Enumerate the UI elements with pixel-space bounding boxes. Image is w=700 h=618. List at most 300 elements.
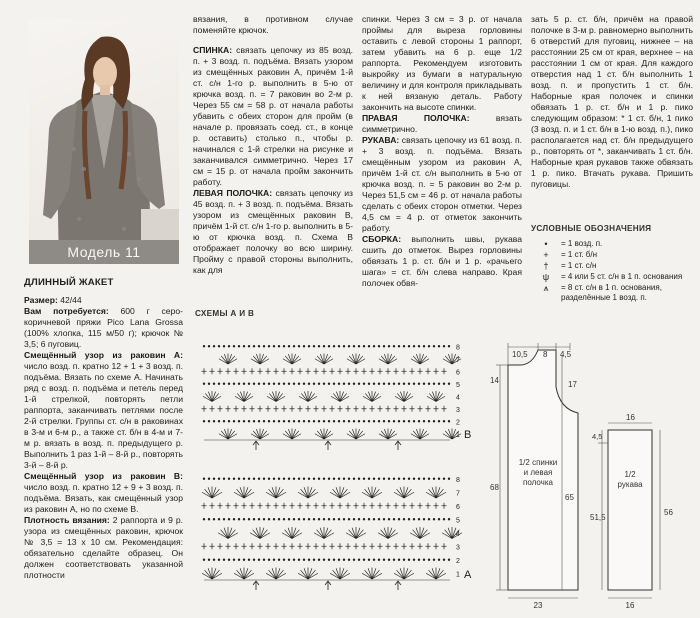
chain-stitch-mark	[308, 383, 310, 385]
chain-stitch-mark	[373, 345, 375, 347]
chain-stitch-mark	[218, 518, 220, 520]
left-front-paragraph	[193, 188, 353, 276]
shell-stitch-mark	[203, 391, 221, 402]
model-figure-illustration	[29, 19, 179, 264]
row-number: 7	[456, 490, 460, 498]
chain-stitch-mark	[363, 345, 365, 347]
chain-stitch-mark	[433, 345, 435, 347]
sleeve-mark-measure: 4,5	[592, 432, 603, 441]
shell-stitch-mark	[234, 568, 254, 580]
shell-stitch-mark	[411, 354, 429, 365]
chain-stitch-mark	[278, 383, 280, 385]
chain-stitch-mark	[233, 345, 235, 347]
shell-stitch-mark	[314, 527, 334, 539]
chain-stitch-mark	[393, 518, 395, 520]
chain-stitch-mark	[238, 420, 240, 422]
chain-stitch-mark	[353, 478, 355, 480]
column-1	[24, 277, 183, 581]
model-label: Модель 11	[29, 240, 179, 264]
chain-stitch-mark	[263, 420, 265, 422]
right-front-label: ПРАВАЯ ПОЛОЧКА:	[362, 113, 470, 123]
chain-stitch-mark	[398, 559, 400, 561]
chain-stitch-mark	[368, 478, 370, 480]
single-crochet-icon: +	[543, 250, 549, 260]
chain-stitch-mark	[278, 518, 280, 520]
shell-stitch-mark	[250, 527, 270, 539]
chain-stitch-mark	[218, 383, 220, 385]
pattern-pieces-drawing	[490, 335, 700, 615]
sleeve-label-1: 1/2	[624, 470, 636, 479]
legend	[531, 239, 696, 304]
pattern-a-paragraph	[24, 350, 183, 471]
chain-stitch-mark	[343, 559, 345, 561]
chain-stitch-mark	[398, 345, 400, 347]
chain-stitch-mark	[253, 420, 255, 422]
row-number: 1	[456, 571, 460, 579]
chain-stitch-mark	[378, 478, 380, 480]
scheme-b-chart	[198, 330, 488, 452]
chain-stitch-mark	[248, 559, 250, 561]
chain-stitch-mark	[388, 559, 390, 561]
chain-stitch-mark	[253, 478, 255, 480]
chain-stitch-mark	[303, 383, 305, 385]
chain-stitch-mark	[298, 559, 300, 561]
chain-stitch-mark	[323, 559, 325, 561]
shell-stitch-mark	[395, 391, 413, 402]
chain-stitch-mark	[248, 478, 250, 480]
chain-stitch-mark	[203, 420, 205, 422]
chain-stitch-mark	[428, 559, 430, 561]
chain-stitch-mark	[343, 478, 345, 480]
repeat-arrow	[253, 441, 259, 450]
chain-stitch-mark	[348, 518, 350, 520]
chain-stitch-mark	[303, 478, 305, 480]
chain-stitch-mark	[228, 383, 230, 385]
chain-stitch-mark	[448, 518, 450, 520]
chain-stitch-mark	[393, 345, 395, 347]
materials-label: Вам потребуется:	[24, 306, 109, 316]
chain-stitch-mark	[338, 420, 340, 422]
chain-stitch-mark	[348, 383, 350, 385]
chain-stitch-mark	[343, 345, 345, 347]
chain-stitch-mark	[273, 345, 275, 347]
materials-text: 600 г серо-коричневой пряжи Pico Lana Grossa (100% хлопка, 115 м/50 г); крючок № 3,5; 6 пуговиц.	[24, 306, 183, 349]
chain-stitch-mark	[228, 420, 230, 422]
chain-stitch-mark	[408, 420, 410, 422]
back-text: связать цепочку из 85 возд. п. + 3 возд. п. подъёма. Вязать узором из смещённых раковин А, причём 1-й ст. с/н 1-го р. выполнить в 5-ю от крючка возд. п. = 7 раковин во 2-м р. Через 55 см = 58 р. от начала работы убавить с обеих сторон для пройм (в начале р. провязать соед. ст., в конце р. оставить) столько п., чтобы р. начинался с 1-й стрелки на рисунке и заканчивался симметрично. Через 17 см = 15 р. от начала пройм закончить работу.	[193, 45, 353, 187]
chain-stitch-mark	[348, 345, 350, 347]
shell-stitch-mark	[283, 354, 301, 365]
chain-stitch-mark	[363, 559, 365, 561]
chain-stitch-mark	[308, 559, 310, 561]
chain-stitch-mark	[313, 518, 315, 520]
chain-stitch-mark	[353, 518, 355, 520]
chain-stitch-mark	[388, 383, 390, 385]
chain-stitch-mark	[423, 345, 425, 347]
chain-stitch-mark	[213, 420, 215, 422]
chain-stitch-mark	[383, 559, 385, 561]
scheme-label: А	[464, 569, 472, 581]
chain-stitch-mark	[438, 383, 440, 385]
chain-stitch-mark	[343, 383, 345, 385]
chain-stitch-mark	[223, 559, 225, 561]
row-number: 3	[456, 406, 460, 414]
chain-stitch-mark	[313, 345, 315, 347]
chain-stitch-mark	[213, 383, 215, 385]
scheme-a	[198, 462, 488, 592]
chain-stitch-mark	[408, 345, 410, 347]
chain-stitch-mark	[378, 345, 380, 347]
left-front-text: связать цепочку из 45 возд. п. + 3 возд. п. подъёма. Вязать узором из смещённых раковин В, причём 1-й ст. с/н 1-го р. выполнить в 5-ю от крючка возд. п. Схема В отображает полочку во всю ширину. Пройму с правой стороны выполнить, как для	[193, 188, 353, 275]
chain-stitch-mark	[448, 559, 450, 561]
chain-stitch-mark	[308, 478, 310, 480]
chain-stitch-mark	[268, 383, 270, 385]
scheme-row	[203, 478, 450, 480]
chain-stitch-mark	[233, 518, 235, 520]
chain-stitch-mark	[293, 420, 295, 422]
scheme-row	[219, 354, 461, 365]
chain-stitch-mark	[213, 478, 215, 480]
chain-stitch-mark	[293, 383, 295, 385]
chain-stitch-mark	[228, 518, 230, 520]
chain-stitch-mark	[383, 518, 385, 520]
chain-stitch-mark	[283, 518, 285, 520]
shell-stitch-mark	[394, 487, 414, 499]
chain-stitch-mark	[313, 559, 315, 561]
chain-stitch-mark	[248, 345, 250, 347]
measure-top-1: 10,5	[512, 350, 528, 359]
chain-stitch-mark	[243, 345, 245, 347]
chain-stitch-mark	[433, 478, 435, 480]
chain-stitch-mark	[273, 478, 275, 480]
shell-stitch-mark	[299, 391, 317, 402]
chain-stitch-mark	[208, 383, 210, 385]
chain-stitch-mark	[428, 420, 430, 422]
sleeve-label-2: рукава	[617, 480, 643, 489]
chain-stitch-mark	[403, 478, 405, 480]
chain-stitch-mark	[218, 345, 220, 347]
chain-stitch-mark	[313, 478, 315, 480]
repeat-arrow	[325, 441, 331, 450]
shell-stitch-mark	[346, 527, 366, 539]
chain-stitch-mark	[443, 559, 445, 561]
chain-stitch-mark	[268, 559, 270, 561]
scheme-row	[202, 543, 447, 549]
sleeve-outline	[608, 430, 652, 590]
chain-stitch-mark	[363, 383, 365, 385]
chain-stitch-mark	[208, 420, 210, 422]
measure-shoulder: 14	[490, 376, 499, 385]
model-photo	[29, 19, 179, 264]
chain-stitch-mark	[328, 383, 330, 385]
chain-stitch-mark	[423, 518, 425, 520]
sleeve-top-measure: 16	[626, 413, 635, 422]
shell-stitch-mark	[330, 568, 350, 580]
chain-stitch-mark	[368, 518, 370, 520]
chain-stitch-mark	[383, 478, 385, 480]
chain-stitch-mark	[223, 383, 225, 385]
chain-stitch-mark	[233, 420, 235, 422]
chain-stitch-mark	[243, 518, 245, 520]
chain-stitch-mark	[398, 518, 400, 520]
chain-stitch-mark	[258, 345, 260, 347]
chain-stitch-mark	[428, 518, 430, 520]
chain-stitch-mark	[343, 420, 345, 422]
chain-stitch-mark	[358, 478, 360, 480]
chain-stitch-mark	[203, 478, 205, 480]
chain-stitch-mark	[218, 420, 220, 422]
pattern-a-label: Смещённый узор из раковин А:	[24, 350, 183, 360]
scheme-row	[202, 568, 446, 580]
chain-stitch-mark	[438, 518, 440, 520]
chain-stitch-mark	[443, 420, 445, 422]
chain-stitch-mark	[353, 383, 355, 385]
shell-stitch-mark	[298, 568, 318, 580]
chain-stitch-mark	[388, 478, 390, 480]
col2-intro: вязания, в противном случае поменяйте крючок.	[193, 14, 353, 35]
chain-stitch-mark	[248, 420, 250, 422]
chain-stitch-mark	[208, 478, 210, 480]
scheme-row	[202, 487, 446, 499]
repeat-arrow	[395, 441, 401, 450]
chain-stitch-mark	[418, 383, 420, 385]
chain-stitch-mark	[263, 559, 265, 561]
chain-stitch-mark	[363, 420, 365, 422]
chain-stitch-mark	[393, 478, 395, 480]
pattern-pieces	[490, 335, 700, 615]
chain-stitch-mark	[338, 559, 340, 561]
density-paragraph	[24, 515, 183, 581]
chain-stitch-mark	[393, 559, 395, 561]
shell-stitch-mark	[218, 527, 238, 539]
chain-stitch-mark	[313, 383, 315, 385]
chain-stitch-mark	[288, 420, 290, 422]
chain-stitch-mark	[238, 345, 240, 347]
chain-stitch-mark	[338, 518, 340, 520]
pattern-b-label: Смещённый узор из раковин В:	[24, 471, 183, 481]
chain-stitch-mark	[388, 518, 390, 520]
chain-stitch-mark	[358, 383, 360, 385]
row-number: 4	[456, 394, 460, 402]
chain-stitch-mark	[303, 559, 305, 561]
scheme-row	[203, 420, 450, 422]
chain-stitch-mark	[238, 478, 240, 480]
chain-stitch-mark	[373, 518, 375, 520]
chain-stitch-mark	[293, 518, 295, 520]
row-number: 8	[456, 344, 460, 352]
scheme-label: В	[464, 429, 472, 441]
chain-stitch-mark	[378, 559, 380, 561]
chain-stitch-mark	[368, 383, 370, 385]
scheme-row	[203, 391, 445, 402]
chain-stitch-mark	[308, 518, 310, 520]
chain-stitch-mark	[328, 345, 330, 347]
shell-stitch-mark	[378, 527, 398, 539]
chain-stitch-mark	[268, 478, 270, 480]
chain-stitch-mark	[433, 420, 435, 422]
chain-stitch-mark	[203, 559, 205, 561]
chain-stitch-mark	[408, 478, 410, 480]
chain-stitch-mark	[298, 420, 300, 422]
chain-stitch-mark	[203, 383, 205, 385]
assembly-text: выполнить швы, рукава сшить до отметок. Вырез горловины обвязать 1 р. ст. б/н и 1 р. «рачьего шага» = ст. б/н слева направо. Края полочек обвя-	[362, 234, 522, 288]
repeat-arrow	[395, 581, 401, 590]
chain-stitch-mark	[258, 518, 260, 520]
chain-stitch-mark	[393, 383, 395, 385]
column-4	[531, 14, 693, 190]
chain-stitch-mark	[223, 345, 225, 347]
right-front-paragraph	[362, 113, 522, 135]
chain-stitch-mark	[218, 559, 220, 561]
chain-stitch-mark	[408, 559, 410, 561]
chain-stitch-mark	[323, 383, 325, 385]
chain-stitch-mark	[418, 559, 420, 561]
chain-stitch-mark	[448, 383, 450, 385]
chain-stitch-icon: •	[544, 239, 548, 249]
chain-stitch-mark	[363, 518, 365, 520]
chain-stitch-mark	[303, 518, 305, 520]
legend-text: = 1 ст. б/н	[561, 250, 598, 259]
chain-stitch-mark	[293, 345, 295, 347]
chain-stitch-mark	[303, 420, 305, 422]
row-number: 2	[456, 419, 460, 427]
chain-stitch-mark	[378, 383, 380, 385]
chain-stitch-mark	[403, 518, 405, 520]
measure-top-3: 4,5	[560, 350, 572, 359]
chain-stitch-mark	[383, 345, 385, 347]
shell-stitch-mark	[202, 487, 222, 499]
shell-stitch-mark	[283, 429, 301, 440]
chain-stitch-mark	[383, 420, 385, 422]
legend-text: = 8 ст. с/н в 1 п. основания, разделённые 1 возд. п.	[561, 283, 662, 302]
chain-stitch-mark	[358, 345, 360, 347]
chain-stitch-mark	[438, 345, 440, 347]
shell-stitch-mark	[251, 429, 269, 440]
chain-stitch-mark	[248, 383, 250, 385]
chain-stitch-mark	[223, 518, 225, 520]
chain-stitch-mark	[278, 478, 280, 480]
schemes-title: СХЕМЫ А И В	[195, 309, 255, 318]
chain-stitch-mark	[413, 345, 415, 347]
chain-stitch-mark	[238, 518, 240, 520]
chain-stitch-mark	[438, 559, 440, 561]
shell-stitch-mark	[426, 487, 446, 499]
chain-stitch-mark	[373, 478, 375, 480]
shell-stitch-mark	[379, 354, 397, 365]
measure-body-height: 68	[490, 483, 499, 492]
chain-stitch-mark	[413, 518, 415, 520]
scheme-b	[198, 330, 488, 452]
chain-stitch-mark	[323, 478, 325, 480]
chain-stitch-mark	[348, 478, 350, 480]
row-number: 5	[456, 517, 460, 525]
shell-stitch-mark	[410, 527, 430, 539]
chain-stitch-mark	[263, 518, 265, 520]
chain-stitch-mark	[253, 518, 255, 520]
chain-stitch-mark	[413, 420, 415, 422]
shell-stitch-mark	[330, 487, 350, 499]
right-front-text: вязать симметрично.	[362, 113, 522, 134]
chain-stitch-mark	[213, 559, 215, 561]
chain-stitch-mark	[443, 478, 445, 480]
scheme-a-chart	[198, 462, 488, 592]
chain-stitch-mark	[353, 345, 355, 347]
row-number: 6	[456, 503, 460, 511]
shell-stitch-mark	[362, 487, 382, 499]
chain-stitch-mark	[288, 383, 290, 385]
chain-stitch-mark	[418, 345, 420, 347]
scheme-row	[203, 345, 450, 347]
chain-stitch-mark	[233, 383, 235, 385]
chain-stitch-mark	[298, 518, 300, 520]
row-number: 2	[456, 557, 460, 565]
chain-stitch-mark	[378, 420, 380, 422]
chain-stitch-mark	[418, 420, 420, 422]
assembly-paragraph	[362, 234, 522, 289]
chain-stitch-mark	[353, 420, 355, 422]
measure-top-2: 8	[543, 350, 548, 359]
chain-stitch-mark	[398, 420, 400, 422]
legend-text: = 1 ст. с/н	[561, 261, 597, 270]
chain-stitch-mark	[403, 345, 405, 347]
shell-stitch-mark	[363, 391, 381, 402]
shell-stitch-mark	[347, 429, 365, 440]
chain-stitch-mark	[448, 478, 450, 480]
shell-stitch-mark	[315, 354, 333, 365]
row-number: 5	[456, 381, 460, 389]
sleeve-height-measure: 51,5	[590, 513, 606, 522]
chain-stitch-mark	[253, 345, 255, 347]
chain-stitch-mark	[403, 383, 405, 385]
chain-stitch-mark	[258, 420, 260, 422]
chain-stitch-mark	[223, 478, 225, 480]
double-crochet-icon: †	[543, 261, 549, 271]
chain-stitch-mark	[213, 345, 215, 347]
scheme-row	[202, 368, 447, 374]
chain-stitch-mark	[438, 420, 440, 422]
scheme-row	[203, 559, 450, 561]
legend-title: УСЛОВНЫЕ ОБОЗНАЧЕНИЯ	[531, 224, 652, 233]
chain-stitch-mark	[298, 345, 300, 347]
chain-stitch-mark	[323, 345, 325, 347]
shell-stitch-mark	[362, 568, 382, 580]
chain-stitch-mark	[323, 420, 325, 422]
shell-stitch-mark	[266, 487, 286, 499]
body-label-2: и левая	[523, 468, 553, 477]
shell-stitch-mark	[347, 354, 365, 365]
chain-stitch-mark	[348, 420, 350, 422]
size-paragraph	[24, 295, 183, 306]
scheme-row	[219, 429, 461, 440]
chain-stitch-mark	[348, 559, 350, 561]
chain-stitch-mark	[293, 559, 295, 561]
chain-stitch-mark	[333, 420, 335, 422]
chain-stitch-mark	[293, 478, 295, 480]
chain-stitch-mark	[253, 559, 255, 561]
sleeve-full-measure: 56	[664, 508, 673, 517]
chain-stitch-mark	[413, 383, 415, 385]
chain-stitch-mark	[428, 478, 430, 480]
chain-stitch-mark	[298, 478, 300, 480]
chain-stitch-mark	[318, 478, 320, 480]
column-2	[193, 14, 353, 276]
chain-stitch-mark	[333, 559, 335, 561]
chain-stitch-mark	[373, 383, 375, 385]
chain-stitch-mark	[388, 420, 390, 422]
shell-stitch-mark	[315, 429, 333, 440]
chain-stitch-mark	[273, 518, 275, 520]
chain-stitch-mark	[303, 345, 305, 347]
